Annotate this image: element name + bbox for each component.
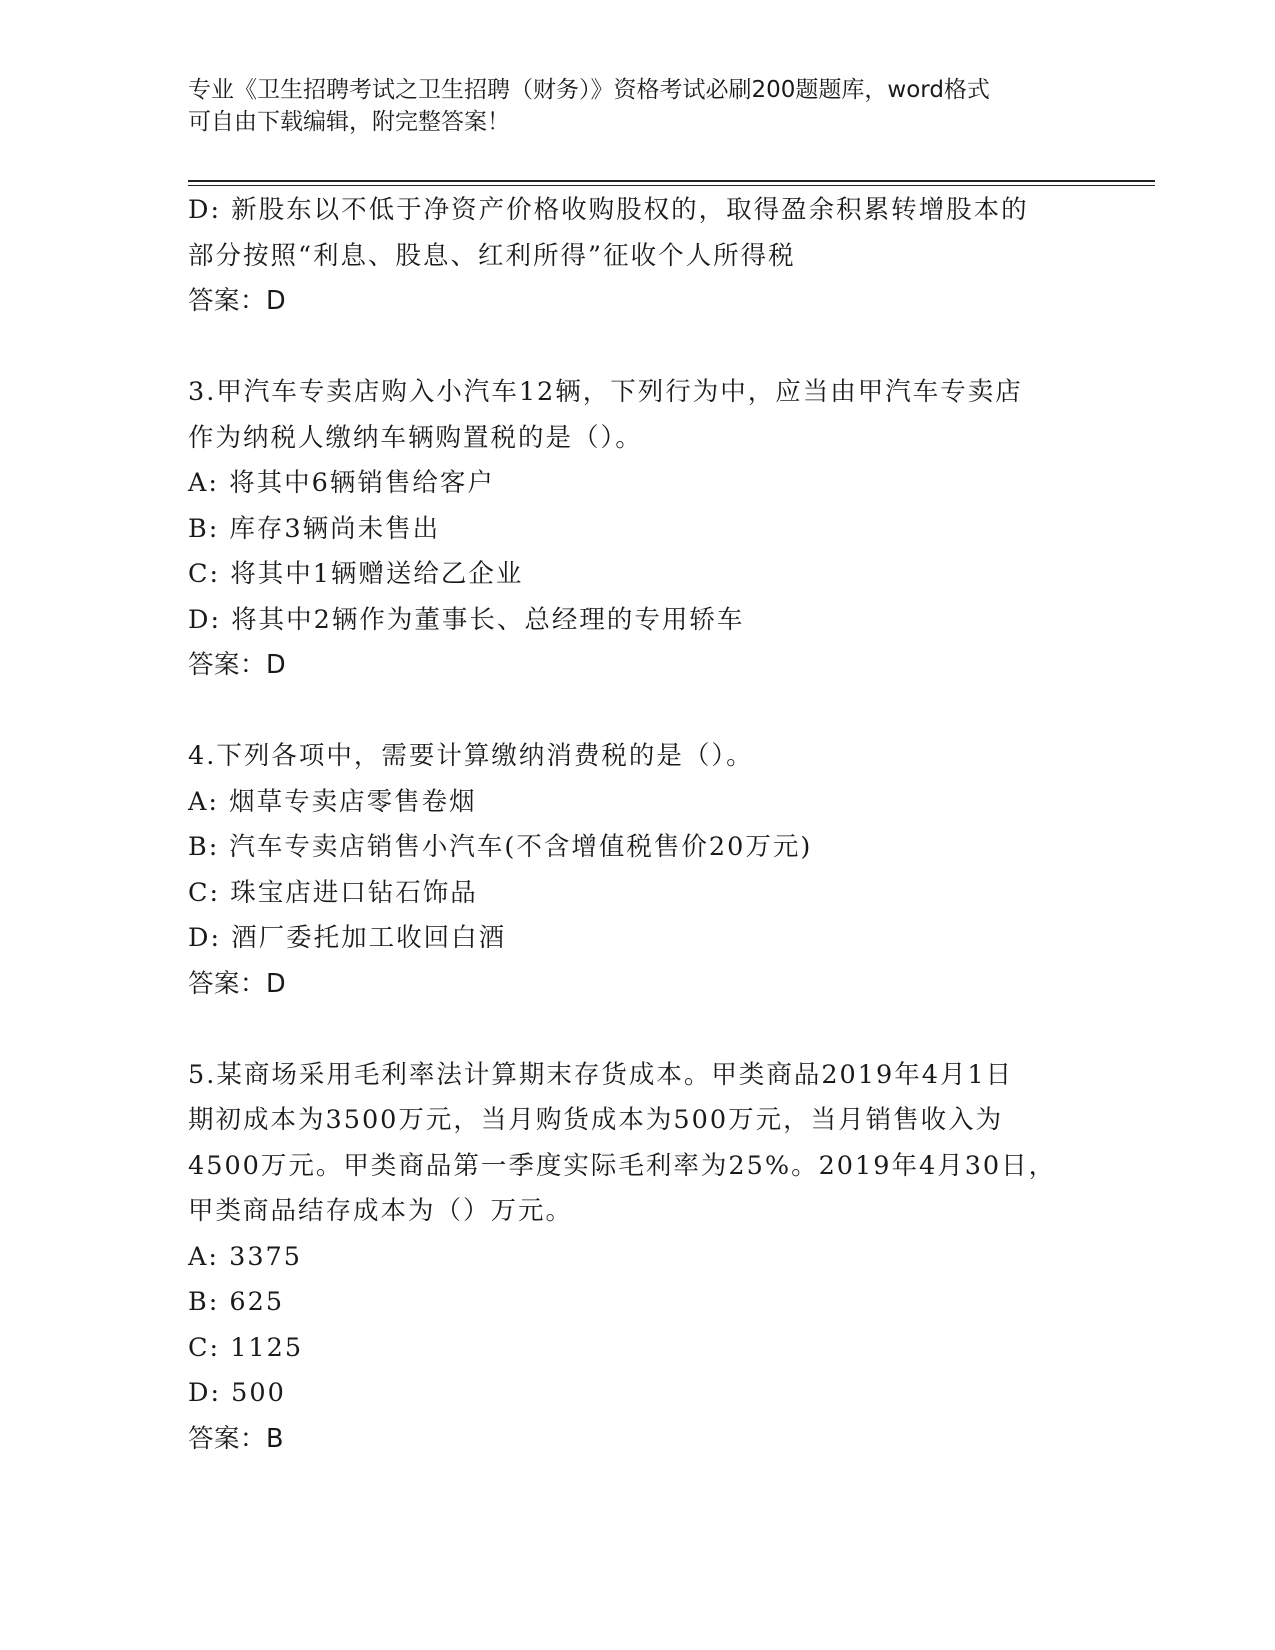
option-c: C: 将其中1辆赠送给乙企业 [188, 559, 524, 589]
question-5 [188, 1053, 1088, 1463]
option-d: D: 酒厂委托加工收回白酒 [188, 923, 507, 953]
question-2-partial [188, 188, 1088, 325]
document-header [188, 74, 1088, 138]
header-rule-thick [188, 180, 1155, 182]
question-stem: 5.某商场采用毛利率法计算期末存货成本。甲类商品2019年4月1日 [188, 1059, 1014, 1090]
option-b: B: 625 [188, 1287, 285, 1317]
spacer [188, 325, 1088, 371]
question-stem: 甲类商品结存成本为（）万元。 [188, 1196, 574, 1226]
question-stem: 作为纳税人缴纳车辆购置税的是（）。 [188, 422, 643, 453]
answer-label: 答案：D [188, 968, 287, 999]
header-line-2: 可自由下载编辑，附完整答案！ [188, 109, 510, 135]
option-d: D: 将其中2辆作为董事长、总经理的专用轿车 [188, 604, 745, 635]
option-b: B: 汽车专卖店销售小汽车(不含增值税售价20万元) [188, 832, 813, 862]
header-line-1: 专业《卫生招聘考试之卫生招聘（财务）》资格考试必刷200题题库，word格式 [188, 77, 990, 103]
option-c: C: 珠宝店进口钻石饰品 [188, 877, 478, 908]
question-stem: 4.下列各项中，需要计算缴纳消费税的是（）。 [188, 741, 754, 771]
option-d-line-1: D: 新股东以不低于净资产价格收购股权的，取得盈余积累转增股本的 [188, 195, 1029, 225]
option-b: B: 库存3辆尚未售出 [188, 513, 441, 544]
question-3 [188, 370, 1088, 689]
option-c: C: 1125 [188, 1332, 304, 1363]
option-d: D: 500 [188, 1378, 286, 1408]
option-a: A: 烟草专卖店零售卷烟 [188, 786, 477, 817]
option-a: A: 3375 [188, 1241, 303, 1272]
question-4 [188, 734, 1088, 1007]
question-stem: 3.甲汽车专卖店购入小汽车12辆，下列行为中，应当由甲汽车专卖店 [188, 377, 1023, 407]
document-body [188, 188, 1088, 1462]
question-stem: 期初成本为3500万元，当月购货成本为500万元，当月销售收入为 [188, 1105, 1004, 1135]
spacer [188, 689, 1088, 735]
answer-label: 答案：D [188, 286, 287, 316]
option-d-line-2: 部分按照“利息、股息、红利所得”征收个人所得税 [188, 240, 796, 271]
spacer [188, 1007, 1088, 1053]
question-stem: 4500万元。甲类商品第一季度实际毛利率为25%。2019年4月30日， [188, 1150, 1057, 1181]
header-rule-thin [188, 185, 1155, 186]
option-a: A: 将其中6辆销售给客户 [188, 468, 495, 498]
answer-label: 答案：B [188, 1423, 284, 1454]
answer-label: 答案：D [188, 650, 287, 680]
